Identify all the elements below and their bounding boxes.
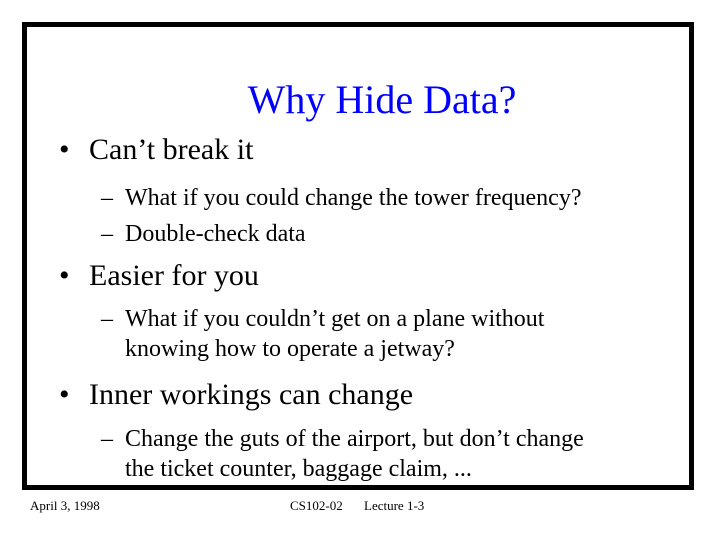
bullet-item (59, 378, 413, 412)
footer-course: CS102-02 (290, 498, 343, 513)
dash-icon: – (101, 185, 113, 211)
footer-date: April 3, 1998 (30, 498, 100, 513)
sub-bullet-item (101, 183, 581, 213)
sub-bullet-item (101, 219, 306, 249)
sub-bullet-continuation: knowing how to operate a jetway? (125, 336, 455, 362)
dash-icon: – (101, 221, 113, 247)
bullet-text: Easier for you (89, 259, 259, 292)
dash-icon: – (101, 306, 113, 332)
bullet-item (59, 133, 253, 167)
sub-bullet-item (101, 424, 584, 484)
sub-bullet-text: What if you couldn’t get on a plane without (125, 306, 545, 332)
slide-title: Why Hide Data? (247, 77, 517, 122)
bullet-text: Inner workings can change (89, 378, 414, 411)
bullet-icon: • (59, 259, 70, 292)
footer-lecture: Lecture 1-3 (364, 498, 425, 513)
dash-icon: – (101, 426, 113, 452)
slide-frame (22, 22, 694, 490)
sub-bullet-text: Double-check data (125, 221, 306, 247)
sub-bullet-item (101, 304, 544, 364)
sub-bullet-continuation: the ticket counter, baggage claim, ... (125, 456, 472, 482)
bullet-icon: • (59, 133, 70, 166)
bullet-text: Can’t break it (89, 133, 254, 166)
sub-bullet-text: What if you could change the tower frequency? (125, 185, 582, 211)
sub-bullet-text: Change the guts of the airport, but don’t change (125, 426, 584, 452)
bullet-item (59, 259, 259, 293)
bullet-icon: • (59, 378, 70, 411)
